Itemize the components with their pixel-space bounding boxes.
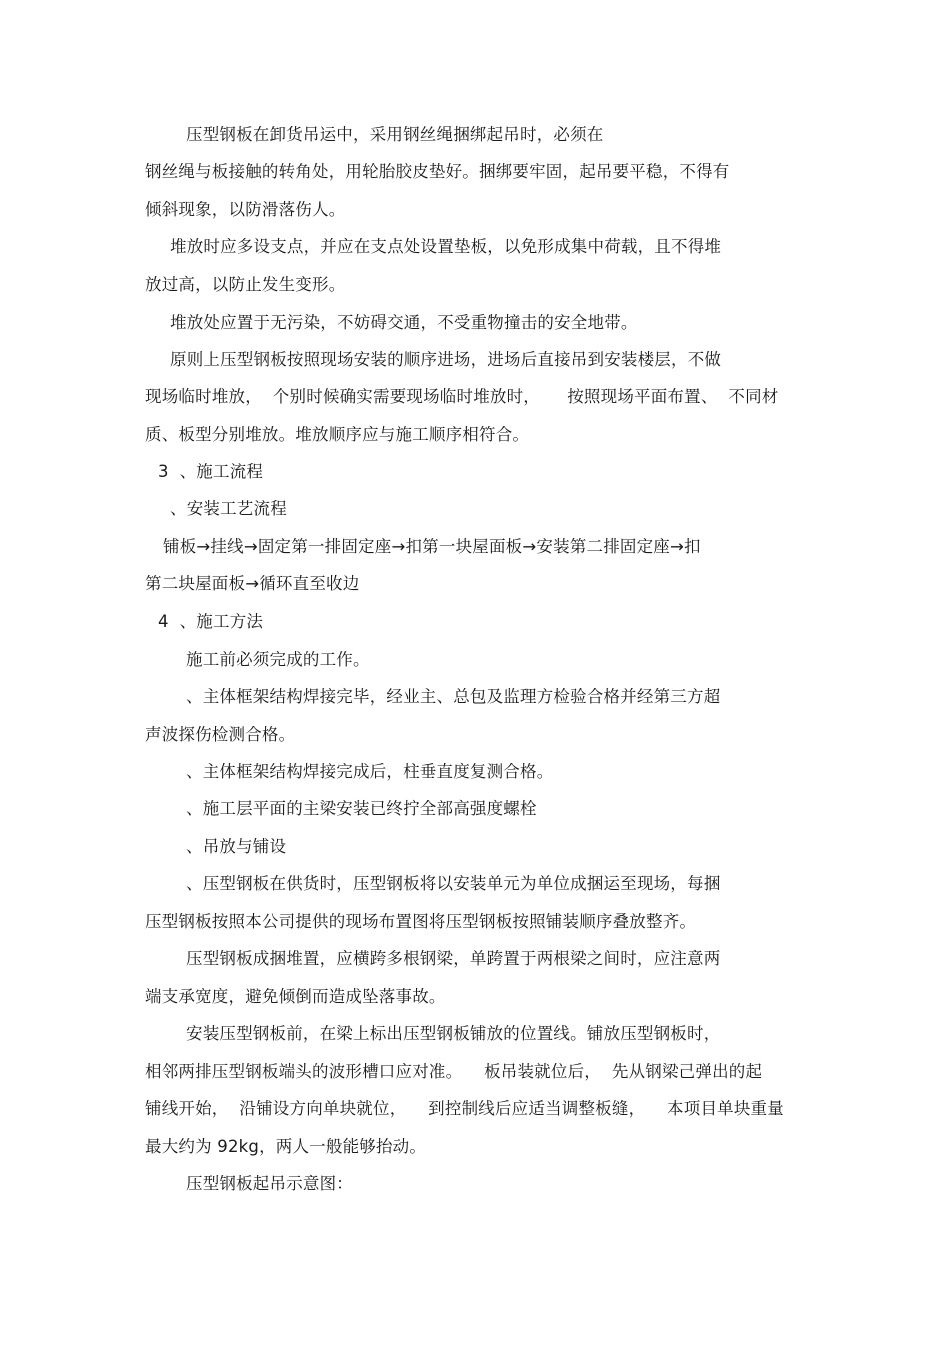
text-line: 、施工层平面的主梁安装已终拧全部高强度螺栓 [186, 799, 537, 818]
text-line: 最大约为 92kg，两人一般能够抬动。 [145, 1137, 427, 1156]
text-line: 压型钢板成捆堆置，应横跨多根钢梁，单跨置于两根梁之间时，应注意两 [186, 949, 721, 968]
text-line: 钢丝绳与板接触的转角处，用轮胎胶皮垫好。捆绑要牢固，起吊要平稳，不得有 [145, 162, 730, 181]
text-line: 倾斜现象，以防滑落伤人。 [145, 200, 346, 219]
text-line: 、压型钢板在供货时，压型钢板将以安装单元为单位成捆运至现场，每捆 [186, 874, 721, 893]
text-line: 压型钢板按照本公司提供的现场布置图将压型钢板按照铺装顺序叠放整齐。 [145, 912, 697, 931]
text-line: 、主体框架结构焊接完毕，经业主、总包及监理方检验合格并经第三方超 [186, 687, 721, 706]
text-line: 堆放处应置于无污染，不妨碍交通，不受重物撞击的安全地带。 [170, 313, 638, 332]
text-line: 放过高，以防止发生变形。 [145, 275, 346, 294]
text-line: 质、板型分别堆放。堆放顺序应与施工顺序相符合。 [145, 425, 530, 444]
figure-caption: 压型钢板起吊示意图： [186, 1174, 353, 1193]
text-line: 施工前必须完成的工作。 [186, 650, 370, 669]
text-line: 相邻两排压型钢板端头的波形槽口应对准。 板吊装就位后， 先从钢梁己弹出的起 [145, 1062, 763, 1081]
text-line: 端支承宽度，避免倾倒而造成坠落事故。 [145, 987, 446, 1006]
subsection-heading: 、吊放与铺设 [186, 837, 287, 856]
text-line: 铺线开始， 沿铺设方向单块就位， 到控制线后应适当调整板缝， 本项目单块重量 [145, 1099, 784, 1118]
text-line: 原则上压型钢板按照现场安装的顺序进场，进场后直接吊到安装楼层，不做 [170, 350, 722, 369]
text-line: 堆放时应多设支点，并应在支点处设置垫板，以免形成集中荷载，且不得堆 [170, 237, 722, 256]
text-line: 声波探伤检测合格。 [145, 725, 296, 744]
text-line: 安装压型钢板前，在梁上标出压型钢板铺放的位置线。铺放压型钢板时， [186, 1024, 721, 1043]
text-line: 第二块屋面板→循环直至收边 [145, 574, 360, 593]
text-line: 压型钢板在卸货吊运中，采用钢丝绳捆绑起吊时，必须在 [186, 125, 604, 144]
subsection-heading: 、安装工艺流程 [170, 499, 287, 518]
text-line: 、主体框架结构焊接完成后，柱垂直度复测合格。 [186, 762, 554, 781]
text-line: 现场临时堆放， 个别时候确实需要现场临时堆放时， 按照现场平面布置、 不同材 [145, 387, 779, 406]
section-heading: 4 、施工方法 [158, 612, 264, 631]
section-heading: 3 、施工流程 [158, 462, 264, 481]
text-line: 铺板→挂线→固定第一排固定座→扣第一块屋面板→安装第二排固定座→扣 [163, 537, 701, 556]
